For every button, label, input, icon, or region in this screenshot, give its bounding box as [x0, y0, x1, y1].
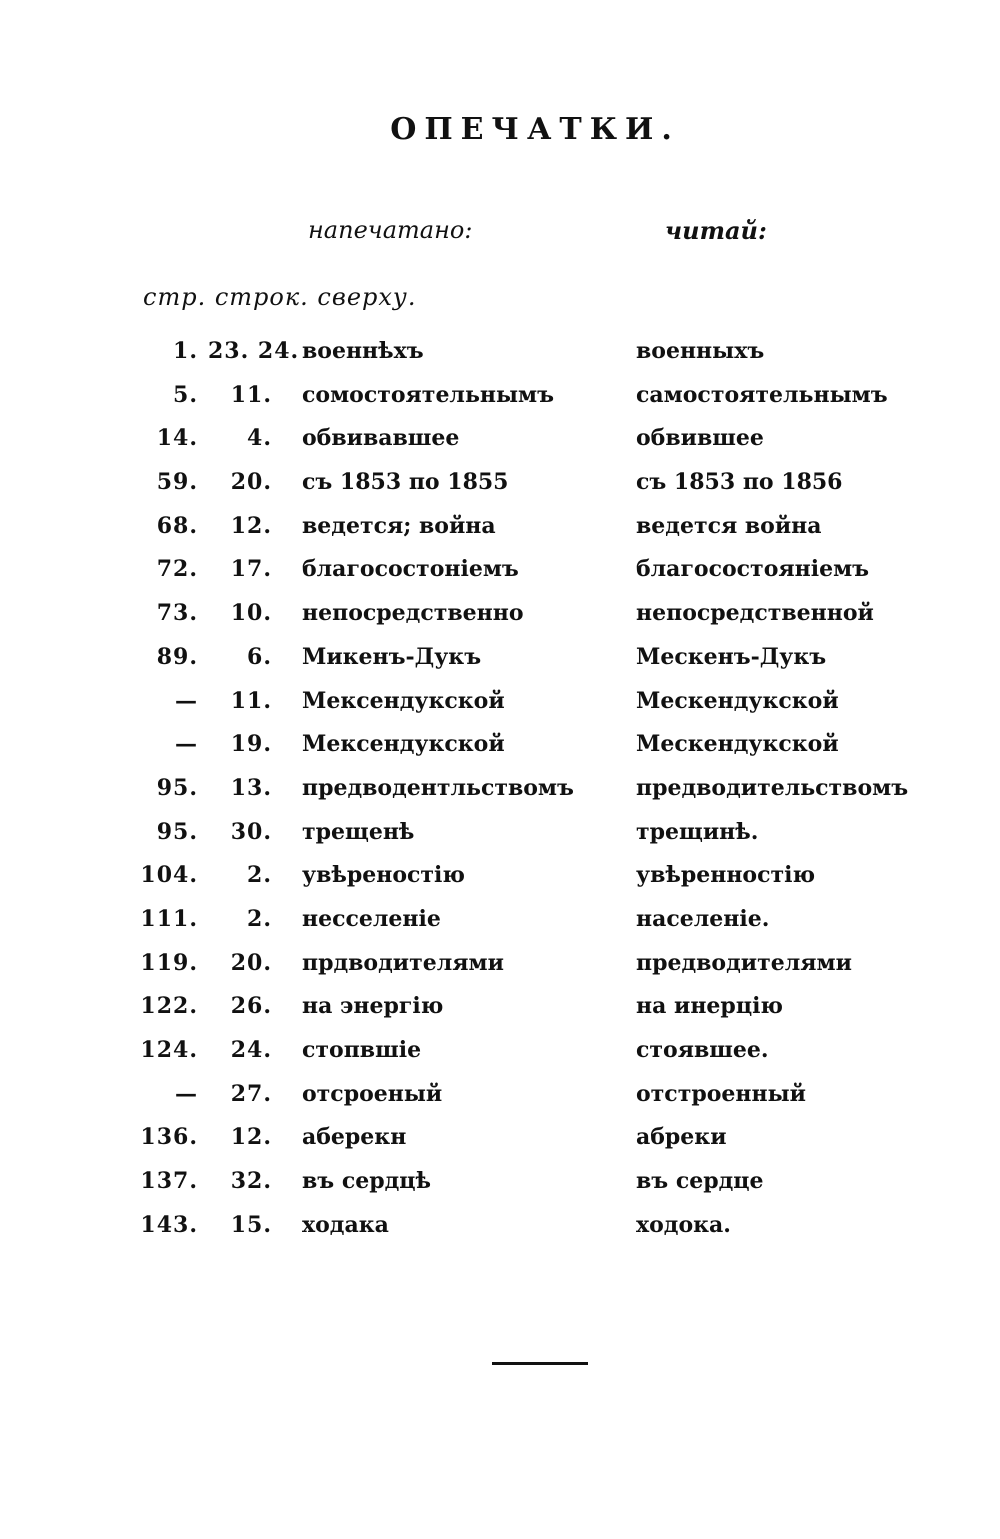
corrected-text: Мескендукской [636, 731, 839, 758]
corrected-text: Мескенъ-Дукъ [636, 643, 827, 670]
errata-row [0, 900, 1000, 944]
line-number: 32. [230, 1168, 272, 1195]
errata-row [0, 682, 1000, 726]
page-number: 136. [140, 1124, 198, 1151]
page-number: 5. [173, 381, 198, 408]
printed-text: предводентльствомъ [302, 774, 574, 801]
column-header-page-line: стр. строк. сверху. [143, 283, 417, 311]
page-number: 68. [156, 512, 198, 539]
corrected-text: благосостояніемъ [636, 556, 870, 583]
corrected-text: ходока. [636, 1211, 731, 1238]
corrected-text: Мескендукской [636, 687, 839, 714]
line-number: 17. [230, 556, 272, 583]
page-number: 111. [140, 905, 198, 932]
line-number: 20. [230, 949, 272, 976]
page-number: 124. [140, 1037, 198, 1063]
errata-row [0, 463, 1000, 507]
line-number: 24. [230, 1037, 272, 1063]
printed-text: Мексендукской [302, 731, 505, 758]
printed-text: несселеніе [302, 905, 441, 932]
column-header-printed: напечатано: [308, 216, 473, 244]
line-number: 27. [230, 1080, 272, 1107]
errata-row [0, 769, 1000, 813]
page-number: — [175, 731, 198, 758]
printed-text: съ 1853 по 1855 [302, 469, 509, 496]
errata-row [0, 725, 1000, 769]
errata-row [0, 376, 1000, 420]
line-number: 12. [230, 1124, 272, 1151]
errata-row [0, 594, 1000, 638]
errata-row [0, 987, 1000, 1031]
line-number: 2. [247, 862, 272, 889]
printed-text: ведется; война [302, 512, 496, 539]
line-number: 11. [230, 381, 272, 408]
errata-row [0, 1031, 1000, 1075]
errata-row [0, 856, 1000, 900]
corrected-text: военныхъ [636, 338, 765, 364]
errata-row [0, 1162, 1000, 1206]
errata-row [0, 944, 1000, 988]
page-number: 89. [156, 643, 198, 670]
page-number: 59. [156, 469, 198, 496]
line-number: 10. [230, 600, 272, 627]
line-number: 13. [230, 774, 272, 801]
errata-row [0, 1075, 1000, 1119]
column-header-read: читай: [665, 216, 767, 245]
page-number: 95. [156, 818, 198, 845]
printed-text: прдводителями [302, 949, 504, 976]
corrected-text: самостоятельнымъ [636, 381, 888, 408]
printed-text: увѣреностію [302, 862, 465, 889]
errata-row [0, 419, 1000, 463]
line-number: 30. [230, 818, 272, 845]
printed-text: въ сердцѣ [302, 1168, 431, 1195]
printed-text: Мексендукской [302, 687, 505, 714]
page-title: ОПЕЧАТКИ. [390, 112, 680, 147]
printed-text: непосредственно [302, 600, 524, 627]
errata-row [0, 332, 1000, 376]
line-number: 4. [247, 425, 272, 452]
page-number: 122. [140, 993, 198, 1020]
corrected-text: трещинѣ. [636, 818, 759, 845]
line-number: 26. [230, 993, 272, 1020]
corrected-text: съ 1853 по 1856 [636, 469, 843, 496]
errata-row [0, 1118, 1000, 1162]
printed-text: на энергію [302, 993, 444, 1020]
line-number: 23. 24. [208, 338, 300, 364]
corrected-text: обвившее [636, 425, 764, 452]
corrected-text: предводительствомъ [636, 774, 909, 801]
page-number: 73. [156, 600, 198, 627]
printed-text: обвивавшее [302, 425, 460, 452]
line-number: 2. [247, 905, 272, 932]
corrected-text: непосредственной [636, 600, 874, 627]
printed-text: Микенъ-Дукъ [302, 643, 482, 670]
page-number: 14. [156, 425, 198, 452]
printed-text: аберекн [302, 1124, 407, 1151]
printed-text: стопвшіе [302, 1037, 422, 1063]
printed-text: военнѣхъ [302, 338, 424, 364]
line-number: 15. [230, 1211, 272, 1238]
line-number: 11. [230, 687, 272, 714]
printed-text: ходака [302, 1211, 389, 1238]
errata-table [0, 332, 1000, 1249]
corrected-text: въ сердце [636, 1168, 764, 1195]
corrected-text: отстроенный [636, 1080, 806, 1107]
bottom-rule [492, 1362, 588, 1365]
errata-row [0, 1206, 1000, 1250]
printed-text: отсроеный [302, 1080, 443, 1107]
errata-row [0, 813, 1000, 857]
errata-row [0, 507, 1000, 551]
page-number: 104. [140, 862, 198, 889]
page-number: 137. [140, 1168, 198, 1195]
line-number: 12. [230, 512, 272, 539]
printed-text: благосостоніемъ [302, 556, 519, 583]
corrected-text: населеніе. [636, 905, 770, 932]
errata-row [0, 550, 1000, 594]
page-number: 72. [156, 556, 198, 583]
page-number: — [175, 1080, 198, 1107]
page-number: 95. [156, 774, 198, 801]
line-number: 19. [230, 731, 272, 758]
line-number: 6. [247, 643, 272, 670]
corrected-text: увѣренностію [636, 862, 816, 889]
corrected-text: на инерцію [636, 993, 783, 1020]
printed-text: сомостоятельнымъ [302, 381, 555, 408]
corrected-text: предводителями [636, 949, 852, 976]
printed-text: трещенѣ [302, 818, 415, 845]
page-number: 143. [140, 1211, 198, 1238]
page-number: — [175, 687, 198, 714]
corrected-text: абреки [636, 1124, 727, 1151]
corrected-text: стоявшее. [636, 1037, 769, 1063]
page-number: 1. [173, 338, 198, 364]
line-number: 20. [230, 469, 272, 496]
errata-row [0, 638, 1000, 682]
page-number: 119. [140, 949, 198, 976]
corrected-text: ведется война [636, 512, 822, 539]
